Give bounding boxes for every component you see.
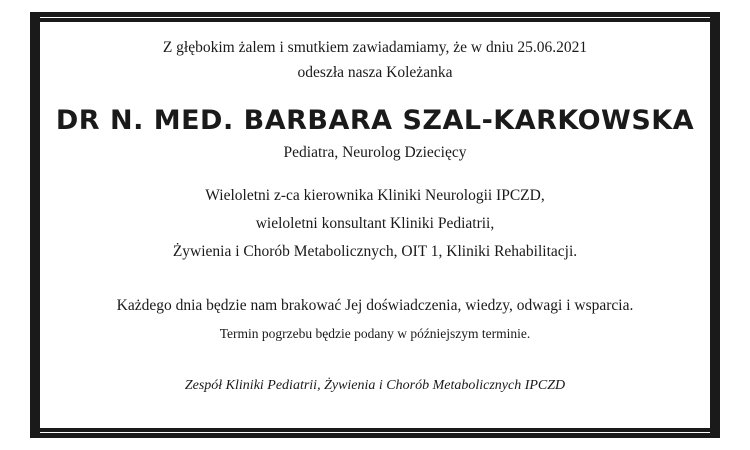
career-line-3: Żywienia i Chorób Metabolicznych, OIT 1, Kliniki Rehabilitacji. xyxy=(172,243,578,260)
career-line-1: Wieloletni z-ca kierownika Kliniki Neurologii IPCZD, xyxy=(205,187,545,204)
opening-line-2: odeszła nasza Koleżanka xyxy=(297,64,453,81)
career-line-2: wieloletni konsultant Kliniki Pediatrii, xyxy=(255,215,495,232)
opening-line-1: Z głębokim żalem i smutkiem zawiadamiamy, że w dniu 25.06.2021 xyxy=(162,39,588,56)
tribute-line: Każdego dnia będzie nam brakować Jej doświadczenia, wiedzy, odwagi i wsparcia. xyxy=(116,297,634,314)
frame-bottom-rule xyxy=(40,428,710,432)
signature: Zespół Kliniki Pediatrii, Żywienia i Chorób Metabolicznych IPCZD xyxy=(184,378,566,393)
specialty: Pediatra, Neurolog Dziecięcy xyxy=(283,144,467,161)
funeral-info: Termin pogrzebu będzie podany w późniejszym terminie. xyxy=(219,326,531,341)
obituary-notice xyxy=(40,22,710,428)
deceased-name: DR N. MED. BARBARA SZAL-KARKOWSKA xyxy=(55,105,695,136)
